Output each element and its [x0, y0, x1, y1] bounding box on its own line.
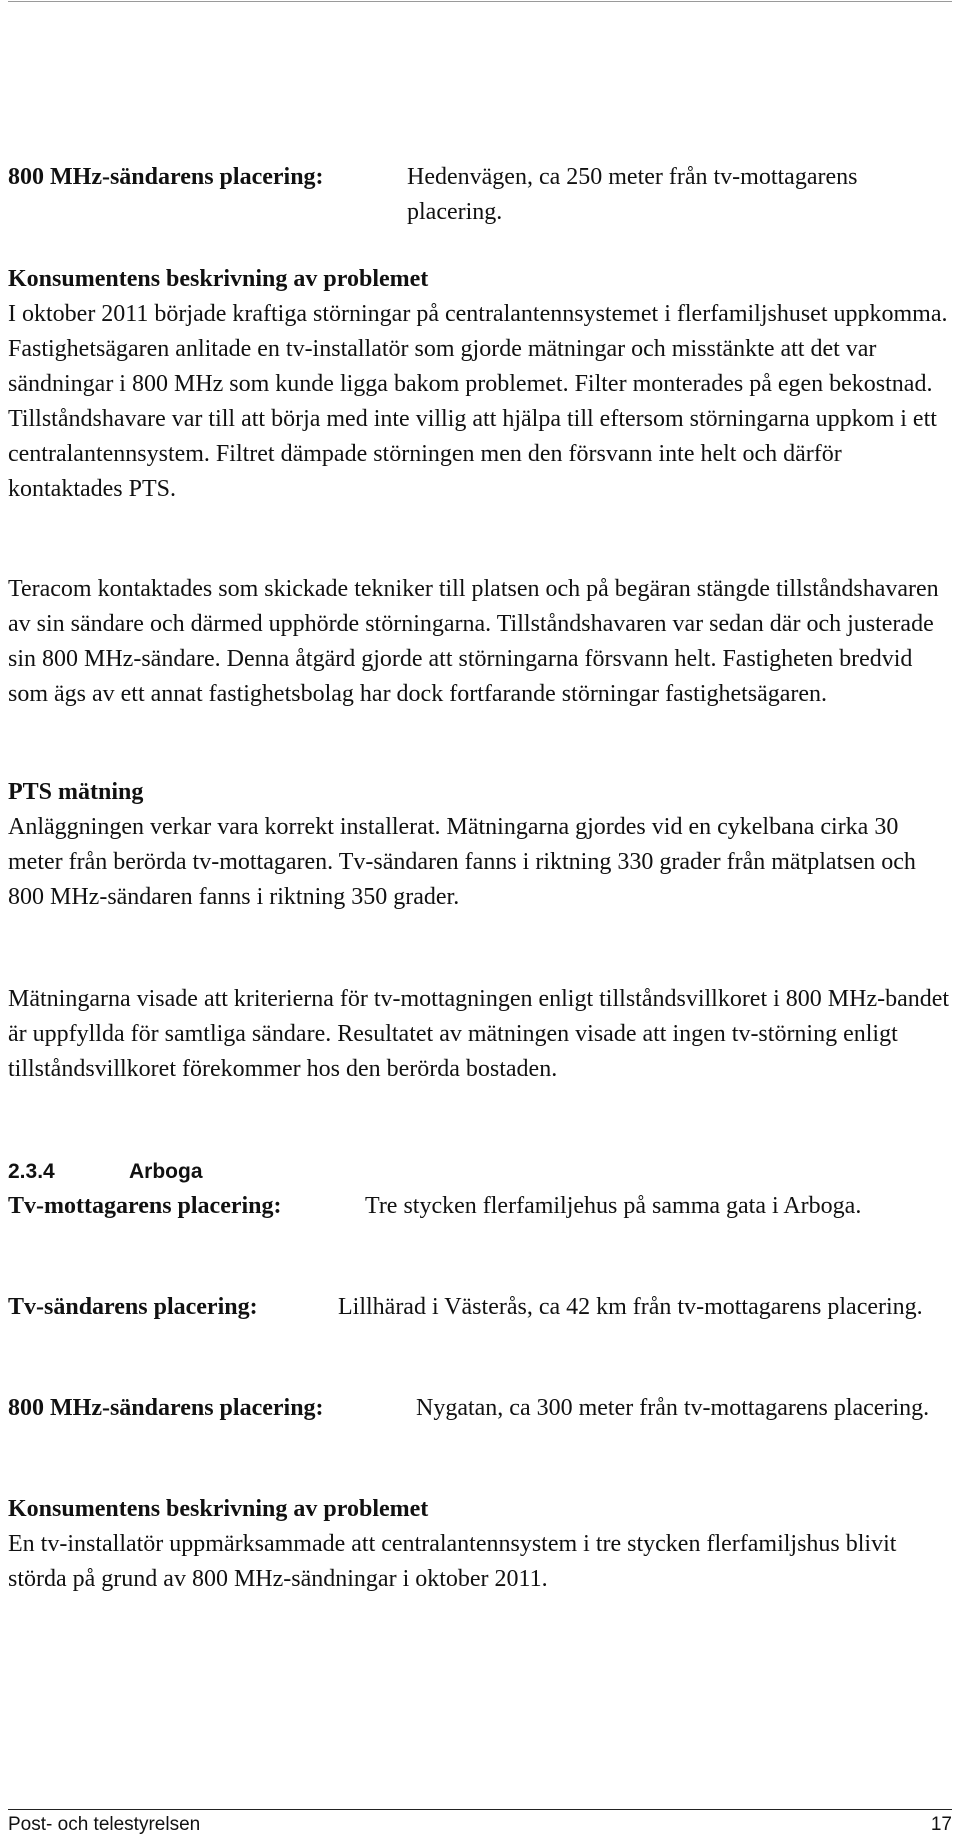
tv-transmitter-label: Tv-sändarens placering:	[8, 1294, 258, 1320]
section-title: Arboga	[129, 1160, 203, 1183]
complaint-block-1	[8, 262, 952, 507]
pts-paragraph-2: Mätningarna visade att kriterierna för tv-mottagningen enligt tillståndsvillkoret i 800 MHz-bandet är uppfyllda för samtliga sändare. Resultatet av mätningen visade att ingen tv-störning enligt tillståndsvillkoret förekommer hos den berörda bostaden.	[8, 986, 950, 1082]
mhz-transmitter-value-1: Hedenvägen, ca 250 meter från tv-mottagarens placering.	[407, 164, 858, 225]
section-number: 2.3.4	[8, 1160, 55, 1183]
page-footer	[8, 1813, 952, 1837]
pts-heading: PTS mätning	[8, 779, 144, 805]
footer-rule	[8, 1809, 952, 1810]
tv-receiver-value: Tre stycken flerfamiljehus på samma gata i Arboga.	[365, 1193, 862, 1219]
complaint-block-2	[8, 1492, 952, 1597]
top-rule	[8, 1, 952, 2]
pts-paragraph-1: Anläggningen verkar vara korrekt installerat. Mätningarna gjordes vid en cykelbana cirka 30 meter från berörda tv-mottagaren. Tv-sändaren fanns i riktning 330 grader från mätplatsen och 800 MHz-sändaren fanns i riktning 350 grader.	[8, 814, 916, 910]
mhz-transmitter-label-1: 800 MHz-sändarens placering:	[8, 164, 324, 190]
complaint-text-1: I oktober 2011 började kraftiga störningar på centralantennsystemet i flerfamiljshuset uppkomma. Fastighetsägaren anlitade en tv-installatör som gjorde mätningar och misstänkte att det var sändningar i 800 MHz som kunde ligga bakom problemet. Filter monterades på egen bekostnad. Tillståndshavare var till att börja med inte villig att hjälpa till eftersom störningarna uppkom i ett centralantennsystem. Filtret dämpade störningen men den försvann inte helt och därför kontaktades PTS.	[8, 301, 948, 502]
page-number: 17	[930, 1814, 952, 1835]
footer-organization: Post- och telestyrelsen	[8, 1814, 201, 1835]
teracom-paragraph: Teracom kontaktades som skickade tekniker till platsen och på begäran stängde tillståndshavaren av sin sändare och därmed upphörde störningarna. Tillståndshavaren var sedan där och justerade sin 800 MHz-sändare. Denna åtgärd gjorde att störningarna försvann helt. Fastigheten bredvid som ägs av ett annat fastighetsbolag har dock fortfarande störningar fastighetsägaren.	[8, 576, 939, 707]
section-heading	[8, 1154, 952, 1189]
complaint-heading-1: Konsumentens beskrivning av problemet	[8, 266, 429, 292]
mhz-transmitter-value-2: Nygatan, ca 300 meter från tv-mottagarens placering.	[416, 1395, 930, 1421]
complaint-heading-2: Konsumentens beskrivning av problemet	[8, 1496, 429, 1522]
complaint-text-2: En tv-installatör uppmärksammade att centralantennsystem i tre stycken flerfamiljshus blivit störda på grund av 800 MHz-sändningar i oktober 2011.	[8, 1531, 897, 1592]
tv-transmitter-value: Lillhärad i Västerås, ca 42 km från tv-mottagarens placering.	[338, 1294, 923, 1320]
tv-receiver-label: Tv-mottagarens placering:	[8, 1193, 282, 1219]
pts-block	[8, 775, 952, 915]
mhz-transmitter-label-2: 800 MHz-sändarens placering:	[8, 1395, 324, 1421]
